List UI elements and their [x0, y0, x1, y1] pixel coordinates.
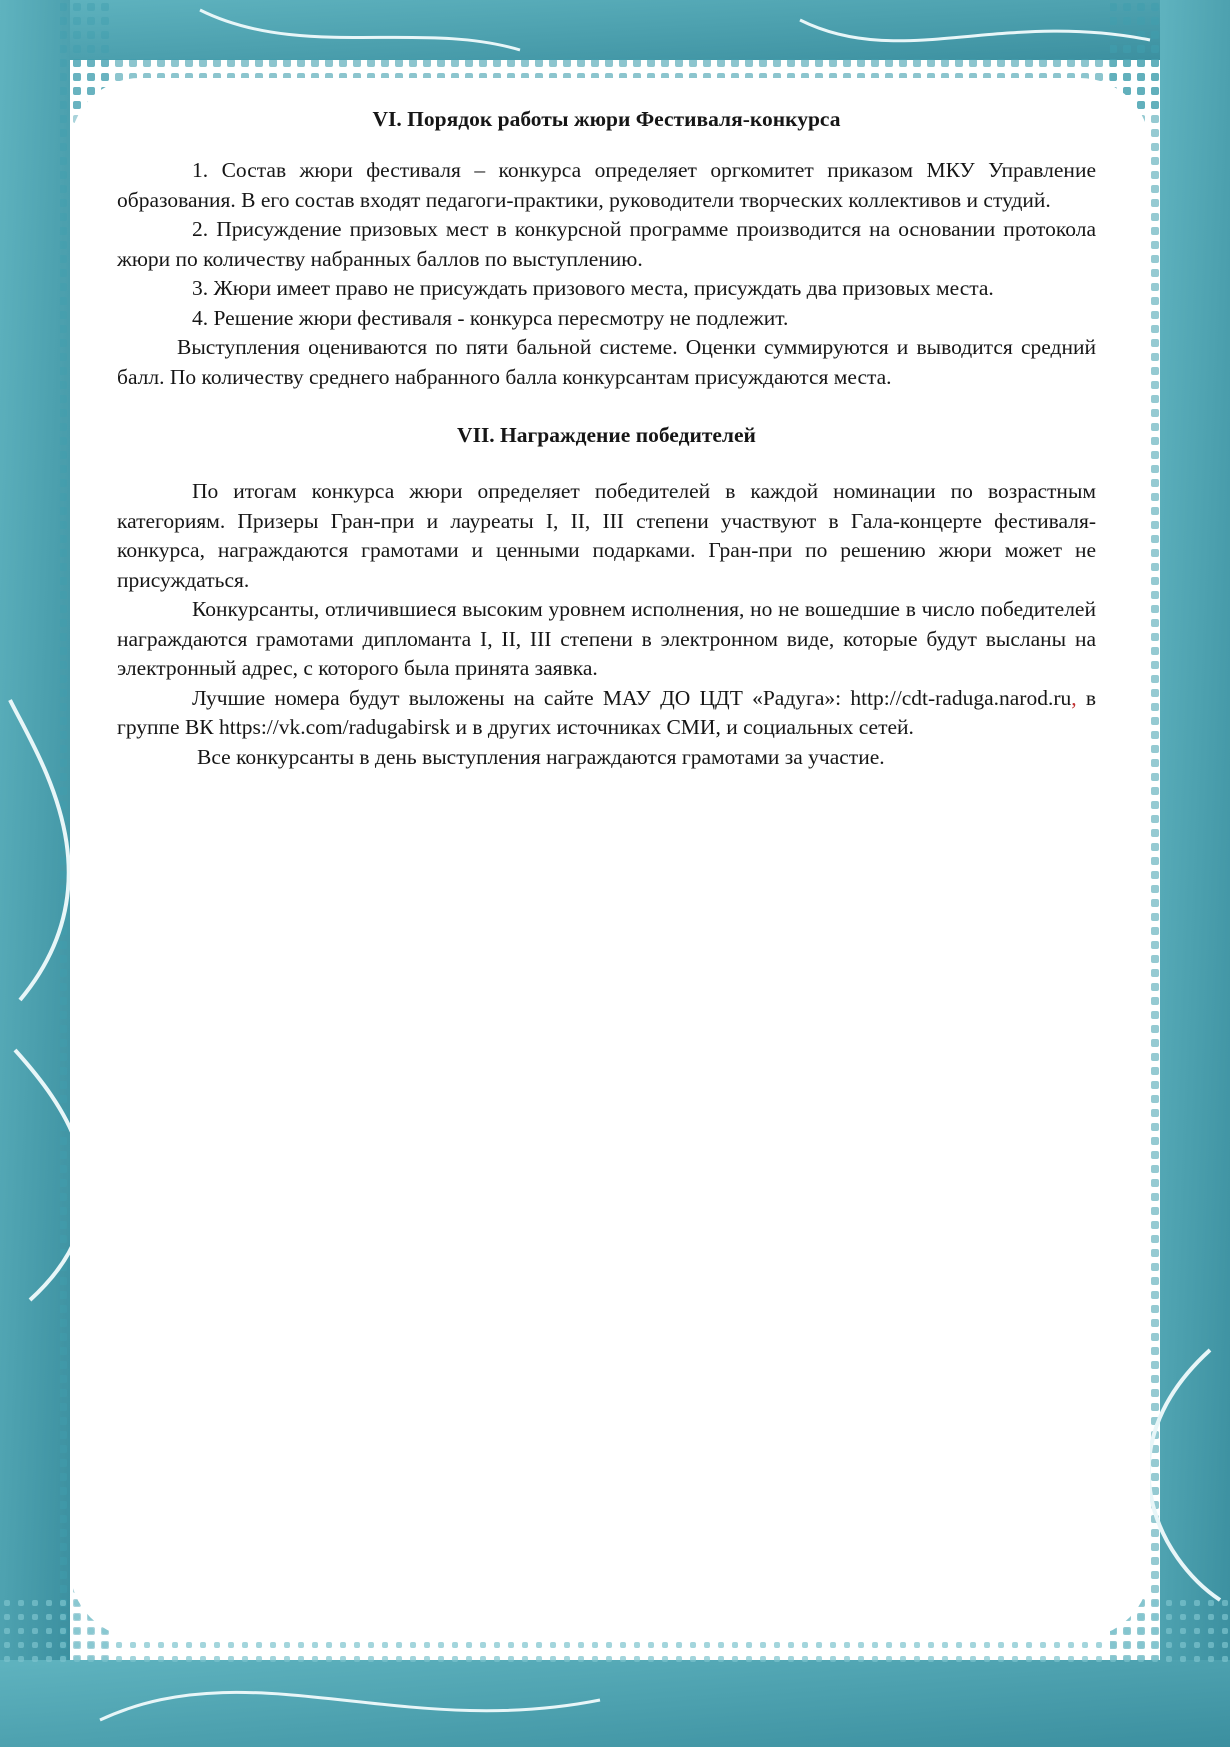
section-7-paragraph-2: Конкурсанты, отличившиеся высоким уровнем исполнения, но не вошедшие в число победителей награждаются грамотами дипломанта I, II, III степени в электронном виде, которые будут высланы на электронный адрес, с которого была принята заявка.	[117, 597, 1096, 680]
section-7-paragraph-3	[117, 684, 1096, 743]
section-7-heading: VII. Награждение победителей	[457, 423, 756, 447]
red-comma: ,	[1071, 685, 1077, 710]
section-7-paragraph-3-end: в группе ВК https://vk.com/radugabirsk и в других источниках СМИ, и социальных сетей.	[117, 685, 1097, 739]
section-6-item-1: 1. Состав жюри фестиваля – конкурса определяет оргкомитет приказом МКУ Управление образования. В его состав входят педагоги-практики, руководители творческих коллективов и студий.	[117, 158, 1096, 212]
section-6-item-3: 3. Жюри имеет право не присуждать призового места, присуждать два призовых места.	[192, 276, 994, 300]
section-6-item-2: 2. Присуждение призовых мест в конкурсной программе производится на основании протокола жюри по количеству набранных баллов по выступлению.	[117, 217, 1096, 271]
section-6-heading: VI. Порядок работы жюри Фестиваля-конкурса	[372, 107, 841, 131]
section-7-paragraph-4: Все конкурсанты в день выступления награждаются грамотами за участие.	[197, 744, 885, 769]
section-7-paragraph-3-start: Лучшие номера будут выложены на сайте МАУ ДО ЦДТ «Радуга»: http://cdt-raduga.narod.ru	[192, 685, 1072, 710]
section-6-scoring-paragraph: Выступления оцениваются по пяти бальной системе. Оценки суммируются и выводится средний балл. По количеству среднего набранного балла конкурсантам присуждаются места.	[117, 335, 1096, 389]
section-6-item-4: 4. Решение жюри фестиваля - конкурса пересмотру не подлежит.	[192, 305, 789, 330]
document-body	[117, 104, 1096, 772]
section-7-paragraph-1: По итогам конкурса жюри определяет победителей в каждой номинации по возрастным категориям. Призеры Гран-при и лауреаты I, II, III степени участвуют в Гала-концерте фестиваля-конкурса, награждаются грамотами и ценными подарками. Гран-при по решению жюри может не присуждаться.	[117, 479, 1096, 592]
